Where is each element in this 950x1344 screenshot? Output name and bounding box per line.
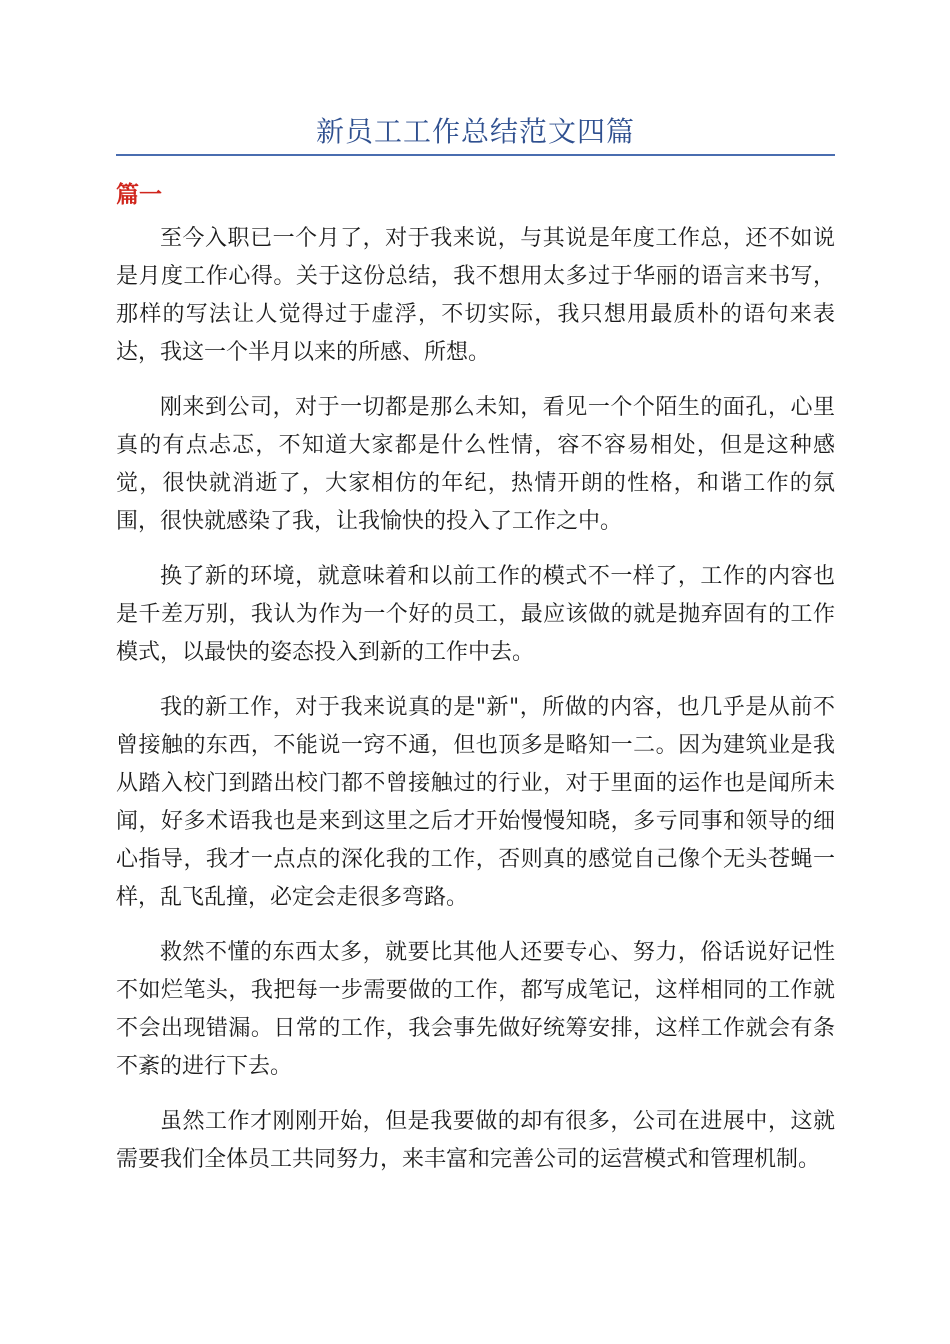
paragraph-4: 我的新工作，对于我来说真的是"新"，所做的内容，也几乎是从前不曾接触的东西，不能说一窍不通，但也顶多是略知一二。因为建筑业是我从踏入校门到踏出校门都不曾接触过的行业，对于里面的运作也是闻所未闻，好多术语我也是来到这里之后才开始慢慢知晓，多亏同事和领导的细心指导，我才一点点的深化我的工作，否则真的感觉自己像个无头苍蝇一样，乱飞乱撞，必定会走很多弯路。: [116, 695, 835, 910]
paragraph-3: 换了新的环境，就意味着和以前工作的模式不一样了，工作的内容也是千差万别，我认为作为一个好的员工，最应该做的就是抛弃固有的工作模式，以最快的姿态投入到新的工作中去。: [116, 564, 835, 665]
document-body: [116, 220, 835, 1196]
paragraph-1: 至今入职已一个月了，对于我来说，与其说是年度工作总，还不如说是月度工作心得。关于这份总结，我不想用太多过于华丽的语言来书写，那样的写法让人觉得过于虚浮，不切实际，我只想用最质朴的语句来表达，我这一个半月以来的所感、所想。: [116, 226, 835, 365]
title-divider: [116, 154, 835, 156]
paragraph-6: 虽然工作才刚刚开始，但是我要做的却有很多，公司在进展中，这就需要我们全体员工共同努力，来丰富和完善公司的运营模式和管理机制。: [116, 1109, 835, 1172]
paragraph-5: 救然不懂的东西太多，就要比其他人还要专心、努力，俗话说好记性不如烂笔头，我把每一步需要做的工作，都写成笔记，这样相同的工作就不会出现错漏。日常的工作，我会事先做好统筹安排，这样工作就会有条不紊的进行下去。: [116, 940, 835, 1079]
document-title: 新员工工作总结范文四篇: [315, 115, 635, 148]
paragraph-2: 刚来到公司，对于一切都是那么未知，看见一个个陌生的面孔，心里真的有点忐忑，不知道大家都是什么性情，容不容易相处，但是这种感觉，很快就消逝了，大家相仿的年纪，热情开朗的性格，和谐工作的氛围，很快就感染了我，让我愉快的投入了工作之中。: [116, 395, 835, 534]
section-heading: 篇一: [116, 181, 162, 208]
